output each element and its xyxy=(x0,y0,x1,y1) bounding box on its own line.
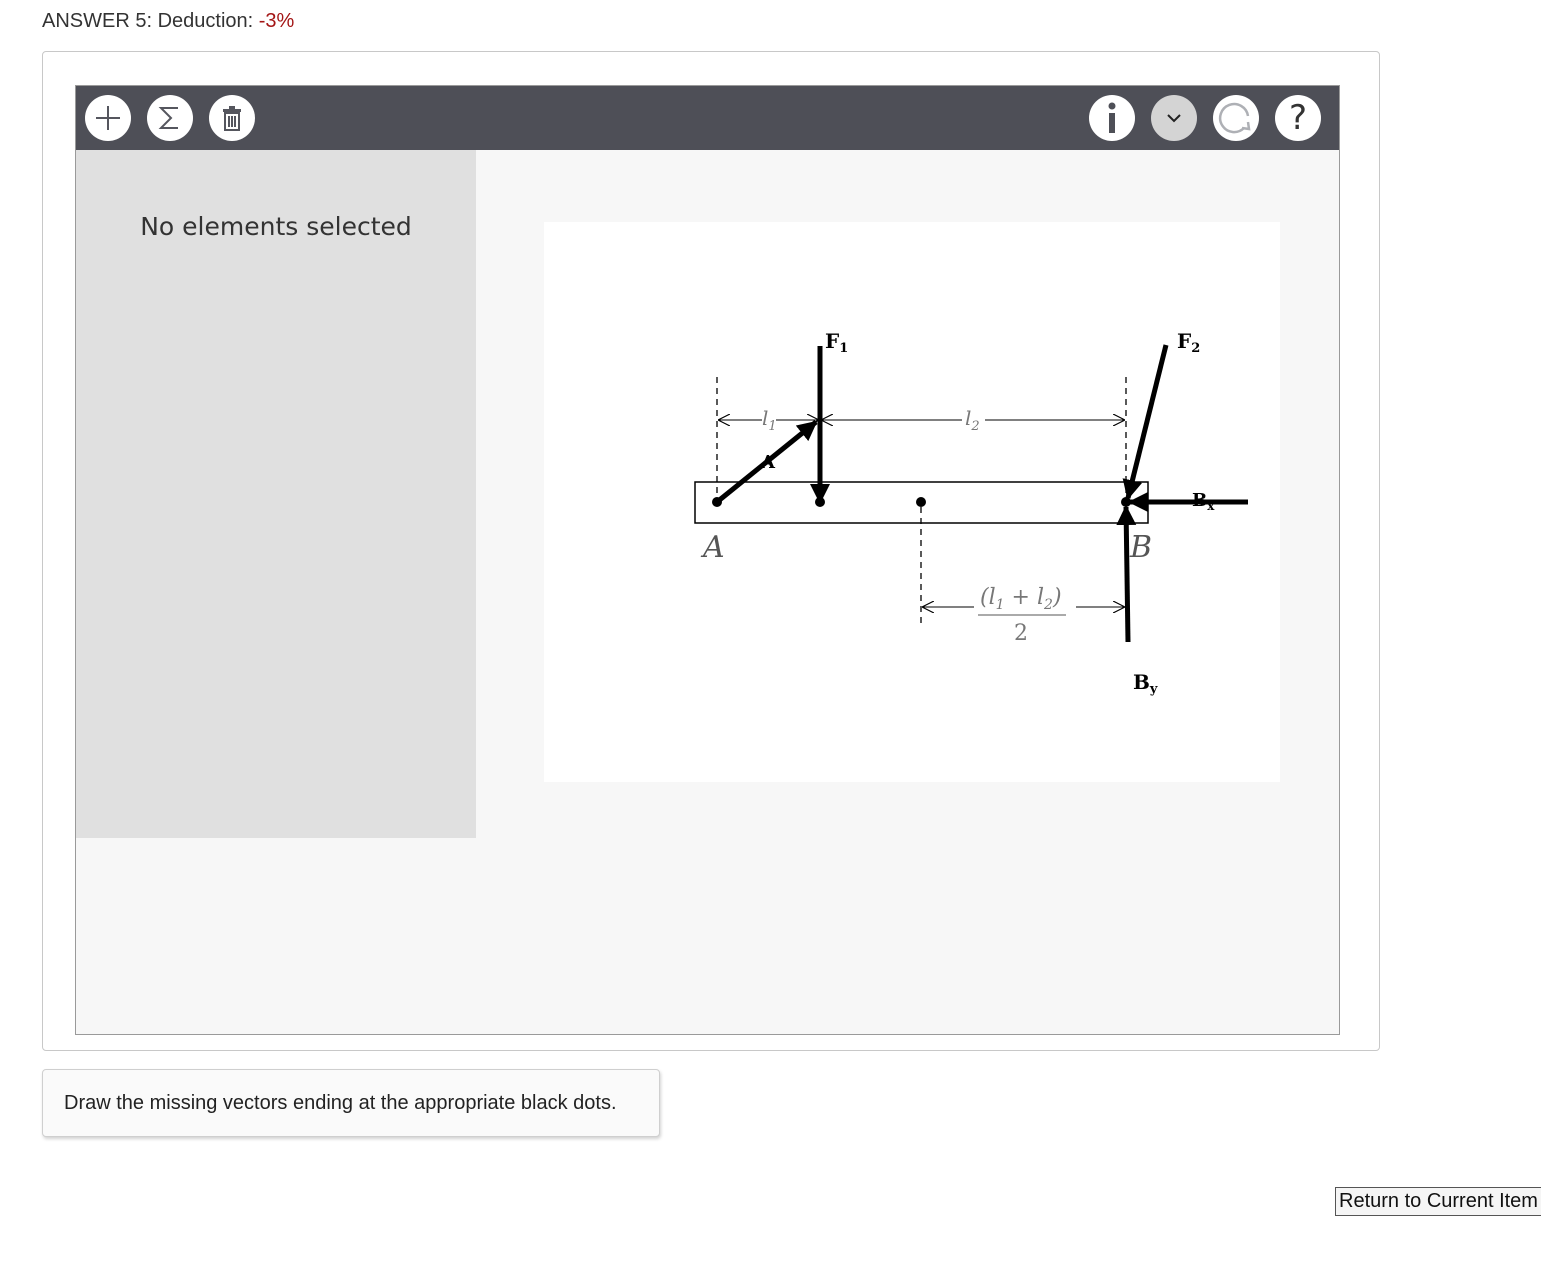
vector-label-f2: $F_2$ xyxy=(1177,329,1201,356)
vector-label-a: A xyxy=(761,452,775,473)
anchor-dot-a[interactable] xyxy=(712,497,722,507)
dim-label-mid-numerator: $(l_1 + l_2)$ xyxy=(980,585,1062,613)
vector-label-by: $B_y$ xyxy=(1133,670,1158,697)
delete-button[interactable] xyxy=(209,95,255,141)
chevron-down-icon xyxy=(1164,108,1184,128)
dim-label-l2: $l_2$ xyxy=(965,406,980,434)
instructions-text: Draw the missing vectors ending at the appropriate black dots. xyxy=(64,1092,617,1114)
info-icon xyxy=(1098,101,1126,135)
toolbar xyxy=(76,86,1339,150)
anchor-dot-center[interactable] xyxy=(916,497,926,507)
reset-icon xyxy=(1216,98,1256,138)
dim-label-l1: $l_1$ xyxy=(762,406,777,434)
answer-header xyxy=(42,10,294,33)
add-button[interactable] xyxy=(85,95,131,141)
vector-by[interactable] xyxy=(1126,507,1128,642)
return-to-current-item-button[interactable]: Return to Current Item xyxy=(1335,1187,1541,1216)
help-button[interactable] xyxy=(1275,95,1321,141)
plus-icon xyxy=(94,104,122,132)
deduction-value: -3% xyxy=(258,10,295,32)
dim-label-mid-denominator: 2 xyxy=(1014,621,1028,646)
vector-label-f1: $F_1$ xyxy=(825,329,849,356)
free-body-diagram xyxy=(544,222,1280,782)
vector-drawing-tool xyxy=(75,85,1340,1035)
sum-button[interactable] xyxy=(147,95,193,141)
sigma-icon xyxy=(156,104,184,132)
anchor-dot-f1[interactable] xyxy=(815,497,825,507)
point-label-b: B xyxy=(1130,530,1153,565)
vector-f2[interactable] xyxy=(1128,345,1166,498)
vector-label-bx: $B_x$ xyxy=(1192,490,1215,513)
help-icon: ? xyxy=(1288,98,1308,138)
info-button[interactable] xyxy=(1089,95,1135,141)
trash-icon xyxy=(218,104,246,132)
more-button[interactable] xyxy=(1151,95,1197,141)
point-label-a: A xyxy=(703,530,725,565)
answer-title: ANSWER 5: Deduction: xyxy=(42,10,259,32)
diagram-canvas[interactable] xyxy=(544,222,1280,782)
reset-button[interactable] xyxy=(1213,95,1259,141)
selection-status: No elements selected xyxy=(140,212,412,241)
properties-panel xyxy=(76,150,476,838)
anchor-dot-b[interactable] xyxy=(1121,497,1131,507)
instructions-box xyxy=(42,1069,660,1137)
